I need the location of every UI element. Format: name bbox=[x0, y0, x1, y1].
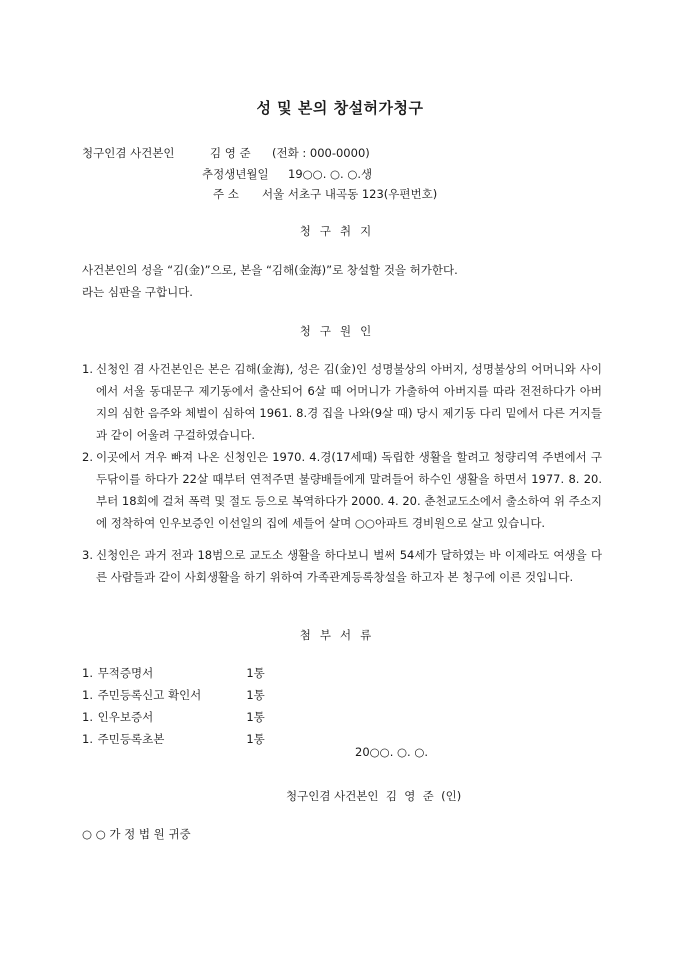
cause-item bbox=[82, 446, 602, 534]
attachment-number: 1. bbox=[82, 688, 93, 702]
document-title: 성 및 본의 창설허가청구 bbox=[256, 99, 424, 117]
attachment-count: 1통 bbox=[246, 688, 265, 702]
purpose-line-1: 사건본인의 성을 “김(金)”으로, 본을 “김해(金海)”로 창설할 것을 허가한다. bbox=[82, 263, 458, 277]
document-date: 20○○. ○. ○. bbox=[355, 745, 429, 759]
attachment-count: 1통 bbox=[246, 710, 265, 724]
cause-item-text: 신청인 겸 사건본인은 본은 김해(金海), 성은 김(金)인 성명불상의 아버지, 성명불상의 어머니와 사이에서 서울 동대문구 제기동에서 출산되어 6살 때 어머니가 가출하여 아버지를 따라 전전하다가 아버지의 심한 음주와 체벌이 심하여 1961. 8.경 집을 나와(9살 때) 당시 제기동 다리 밑에서 다른 거지들과 같이 어울려 구걸하였습니다. bbox=[96, 362, 602, 442]
attachment-label: 주민등록초본 bbox=[97, 732, 165, 746]
attachment-item bbox=[82, 662, 265, 684]
attachment-label: 인우보증서 bbox=[97, 710, 154, 724]
attachment-number: 1. bbox=[82, 666, 93, 680]
attachment-item bbox=[82, 728, 265, 750]
attachment-count: 1통 bbox=[246, 732, 265, 746]
cause-heading: 청구원인 bbox=[299, 324, 381, 338]
attachment-item bbox=[82, 706, 265, 728]
cause-item-number: 3. bbox=[82, 548, 93, 562]
cause-item-number: 1. bbox=[82, 362, 93, 376]
applicant-role-label: 청구인겸 사건본인 bbox=[82, 146, 175, 160]
cause-item bbox=[82, 544, 602, 588]
attachments-heading: 첨부서류 bbox=[299, 628, 381, 642]
cause-item bbox=[82, 358, 602, 446]
cause-item-number: 2. bbox=[82, 450, 93, 464]
attachment-label: 무적증명서 bbox=[97, 666, 154, 680]
attachment-count: 1통 bbox=[246, 666, 265, 680]
applicant-name: 김 영 준 bbox=[210, 146, 251, 160]
applicant-phone: (전화 : 000-0000) bbox=[272, 146, 370, 160]
birth-label: 추정생년월일 bbox=[202, 167, 269, 181]
court-addressee: ○ ○ 가 정 법 원 귀중 bbox=[82, 827, 191, 841]
purpose-heading: 청구취지 bbox=[299, 224, 381, 238]
attachment-number: 1. bbox=[82, 732, 93, 746]
attachment-item bbox=[82, 684, 265, 706]
cause-item-text: 신청인은 과거 전과 18범으로 교도소 생활을 하다보니 벌써 54세가 달하였는 바 이제라도 여생을 다른 사람들과 같이 사회생활을 하기 위하여 가족관계등록창설을 하고자 본 청구에 이른 것입니다. bbox=[96, 548, 602, 584]
address-value: 서울 서초구 내곡동 123(우편번호) bbox=[262, 187, 438, 201]
purpose-line-2: 라는 심판을 구합니다. bbox=[82, 285, 193, 299]
birth-value: 19○○. ○. ○.생 bbox=[288, 167, 373, 181]
signature-line: 청구인겸 사건본인 김 영 준 (인) bbox=[286, 789, 462, 803]
attachment-label: 주민등록신고 확인서 bbox=[97, 688, 202, 702]
cause-item-text: 이곳에서 겨우 빠져 나온 신청인은 1970. 4.경(17세때) 독립한 생활을 할려고 청량리역 주변에서 구두닦이를 하다가 22살 때부터 연적주면 불량배들에게 말려들어 하수인 생활을 하면서 1977. 8. 20.부터 18회에 걸쳐 폭력 및 절도 등으로 복역하다가 2000. 4. 20. 춘천교도소에서 출소하여 위 주소지에 정착하여 인우보증인 이선일의 집에 세들어 살며 ○○아파트 경비원으로 살고 있습니다. bbox=[96, 450, 602, 530]
address-label: 주 소 bbox=[213, 187, 239, 201]
attachment-number: 1. bbox=[82, 710, 93, 724]
